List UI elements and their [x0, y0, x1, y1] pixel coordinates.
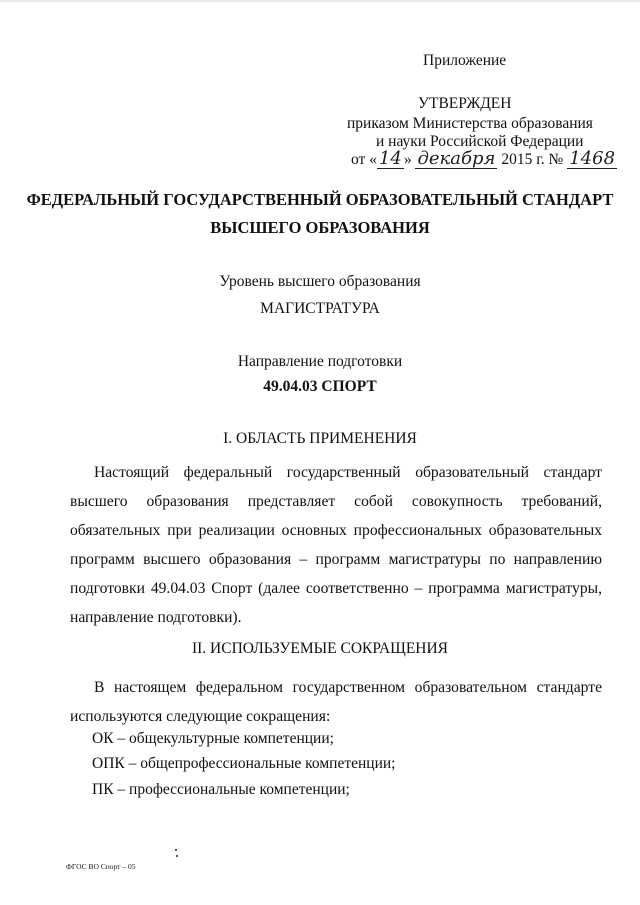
appendix-label: Приложение: [423, 52, 507, 69]
date-prefix: от «: [351, 151, 377, 168]
date-month-handwritten: декабря: [417, 148, 496, 169]
section-1-paragraph: Настоящий федеральный государственный образовательный стандарт высшего образования представляет собой совокупность требований, обязательных при реализации основных профессиональных образовательных программ высшего образования – программ магистратуры по направлению подготовки 49.04.03 Спорт (далее соответственно – программа магистратуры, направление подготовки).: [70, 464, 602, 626]
date-year-number: 2015 г. №: [501, 151, 564, 168]
abbreviation-item: ОК – общекультурные компетенции;: [92, 730, 334, 747]
document-title-line-1: ФЕДЕРАЛЬНЫЙ ГОСУДАРСТВЕННЫЙ ОБРАЗОВАТЕЛЬНЫЙ СТАНДАРТ: [26, 190, 614, 209]
footer-code: ФГОС ВО Спорт – 05: [66, 862, 136, 871]
approval-line-2: и науки Российской Федерации: [376, 133, 584, 150]
approved-label: УТВЕРЖДЕН: [418, 95, 512, 112]
abbreviation-item: ОПК – общепрофессиональные компетенции;: [92, 755, 396, 772]
approval-line-1: приказом Министерства образования: [347, 115, 593, 132]
order-date-line: [351, 150, 617, 169]
level-value: МАГИСТРАТУРА: [260, 300, 380, 317]
direction-value: 49.04.03 СПОРТ: [263, 378, 377, 395]
level-label: Уровень высшего образования: [219, 273, 421, 290]
scan-mark: [175, 849, 177, 851]
section-2-intro: В настоящем федеральном государственном образовательном стандарте используются следующие сокращения:: [70, 679, 602, 725]
scan-mark: [176, 855, 178, 857]
section-2-heading: II. ИСПОЛЬЗУЕМЫЕ СОКРАЩЕНИЯ: [191, 640, 449, 657]
date-day-handwritten: 14: [378, 148, 402, 169]
document-title-line-2: ВЫСШЕГО ОБРАЗОВАНИЯ: [210, 218, 430, 237]
date-mid: »: [403, 151, 412, 168]
order-number-handwritten: 1468: [569, 148, 616, 169]
direction-label: Направление подготовки: [237, 353, 403, 370]
scan-edge-line: [0, 0, 640, 2]
abbreviation-item: ПК – профессиональные компетенции;: [92, 781, 350, 798]
section-1-heading: I. ОБЛАСТЬ ПРИМЕНЕНИЯ: [223, 430, 417, 447]
